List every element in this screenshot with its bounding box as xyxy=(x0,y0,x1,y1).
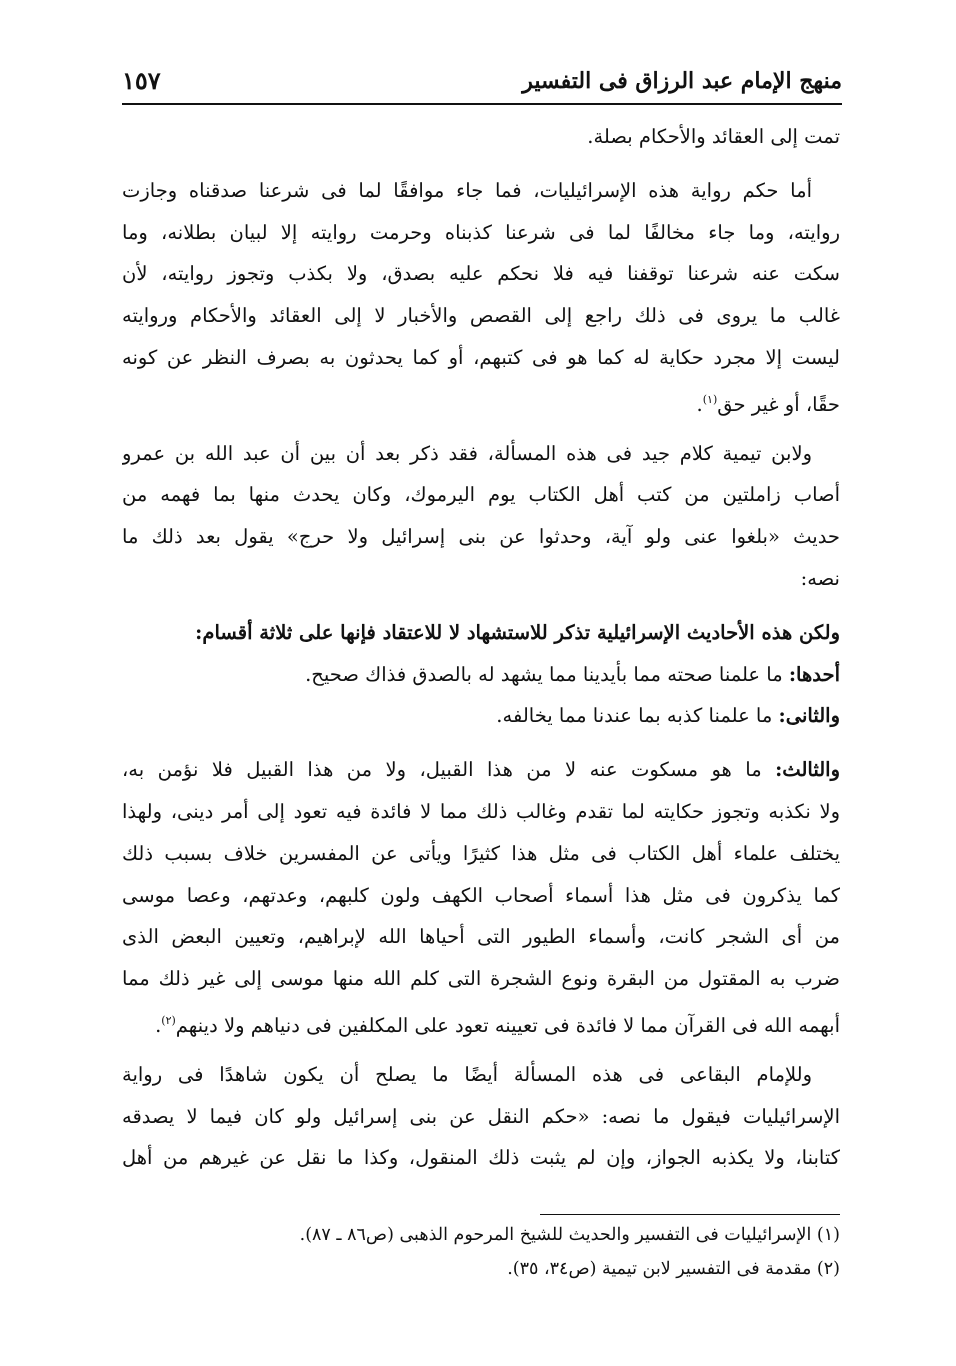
footnote-1: (١) الإسرائيليات فى التفسير والحديث للشيخ المرحوم الذهبى (ص٨٦ ـ ٨٧). xyxy=(299,1225,840,1245)
text-line: أما حكم رواية هذه الإسرائيليات، فما جاء موافقًا لما فى شرعنا صدقناه وجازت xyxy=(122,178,812,202)
text-line: نصه: xyxy=(800,566,840,590)
text-line: حديث «بلغوا عنى ولو آية، وحدثوا عن بنى إسرائيل ولا حرج» يقول بعد ذلك ما xyxy=(122,525,840,549)
text-run: . xyxy=(155,1013,162,1037)
text-line xyxy=(122,379,840,421)
text-run: حقًا، أو غير حق xyxy=(717,392,840,416)
text-line: وللإمام البقاعى فى هذه المسألة أيضًا ما يصلح أن يكون شاهدًا فى رواية xyxy=(122,1062,812,1086)
text-line: سكت عنه شرعنا توقفنا فيه فلا نحكم عليه بصدق، ولا بكذب وتجوز روايته، لأن xyxy=(122,262,840,286)
header-rule xyxy=(122,103,842,105)
text-run: ما علمنا كذبه بما عندنا مما يخالفه. xyxy=(496,704,779,728)
text-line: ولا نكذبه وتجوز حكايته لما تقدم وغالب ذلك مما لا فائدة فيه تعود إلى أمر دينى، ولهذا xyxy=(122,799,840,823)
item-lead: والثانى: xyxy=(778,704,840,728)
footnote-2: (٢) مقدمة فى التفسير لابن تيمية (ص٣٤، ٣٥). xyxy=(507,1259,840,1279)
text-run: ما هو مسكوت عنه لا من هذا القبيل، ولا من هذا القبيل فلا نؤمن به، xyxy=(122,758,776,782)
text-line: كتابنا، ولا يكذبه الجواز، وإن لم يثبت ذلك المنقول، وكذا ما نقل عن غيرهم من أهل xyxy=(122,1146,840,1170)
text-run: ما علمنا صحته مما بأيدينا مما يشهد له بالصدق فذاك صحيح. xyxy=(305,662,789,686)
text-line: أصاب زاملتين من كتب أهل الكتاب يوم اليرموك، وكان يحدث منها بما فهمه من xyxy=(122,483,840,507)
text-line: روايته، وما جاء مخالفًا لما فى شرعنا كذبناه وحرمت روايته إلا لبيان بطلانه، وما xyxy=(122,220,840,244)
body-text xyxy=(122,116,840,1179)
text-line xyxy=(122,654,840,696)
text-line: من أى الشجر كانت، وأسماء الطيور التى أحياها الله لإبراهيم، وتعيين البعض الذى xyxy=(122,925,840,949)
text-run: . xyxy=(696,392,703,416)
text-line: تمت إلى العقائد والأحكام بصلة. xyxy=(587,125,840,148)
footnote-rule xyxy=(540,1214,840,1215)
footnotes xyxy=(122,1218,840,1286)
item-lead: أحدها: xyxy=(788,662,840,686)
text-line: كما يذكرون فى مثل هذا أسماء أصحاب الكهف ولون كلبهم، وعدتهم، وعصا موسى xyxy=(122,883,840,907)
text-line: غالب ما يروى فى ذلك راجع إلى القصص والأخبار لا إلى العقائد والأحكام وروايته xyxy=(122,304,840,328)
footnote-ref-2: (٢) xyxy=(161,1013,176,1027)
item-lead: والثالث: xyxy=(775,758,840,782)
text-line: ضرب به المقتول من البقرة ونوع الشجرة التى كلم الله منها موسى إلى غير ذلك مما xyxy=(122,967,840,991)
text-line xyxy=(122,749,840,791)
footnote-ref-1: (١) xyxy=(702,392,718,406)
text-line: يختلف علماء أهل الكتاب فى مثل هذا كثيرًا ويأتى عن المفسرين خلاف بسبب ذلك xyxy=(122,841,840,865)
page-number: ١٥٧ xyxy=(122,66,161,95)
text-line: ولابن تيمية كلام جيد فى هذه المسألة، فقد ذكر بعد أن بين أن عبد الله بن عمرو xyxy=(122,441,812,465)
text-line xyxy=(122,1000,840,1042)
text-run: أبهمه الله فى القرآن مما لا فائدة فى تعيينه تعود على المكلفين فى دنياهم ولا دينهم xyxy=(175,1013,840,1037)
running-title: منهج الإمام عبد الرزاق فى التفسير xyxy=(522,68,842,94)
quote-heading: ولكن هذه الأحاديث الإسرائيلية تذكر للاستشهاد لا للاعتقاد فإنها على ثلاثة أقسام: xyxy=(195,620,840,644)
text-line: الإسرائيليات فيقول ما نصه: «حكم النقل عن بنى إسرائيل ولو كان فيما لا يصدقه xyxy=(122,1104,840,1128)
text-line: ليست إلا مجرد حكاية له كما هو فى كتبهم، أو كما يحدثون به بصرف النظر عن كونه xyxy=(122,345,840,369)
page-header xyxy=(122,62,842,102)
text-line xyxy=(122,695,840,737)
